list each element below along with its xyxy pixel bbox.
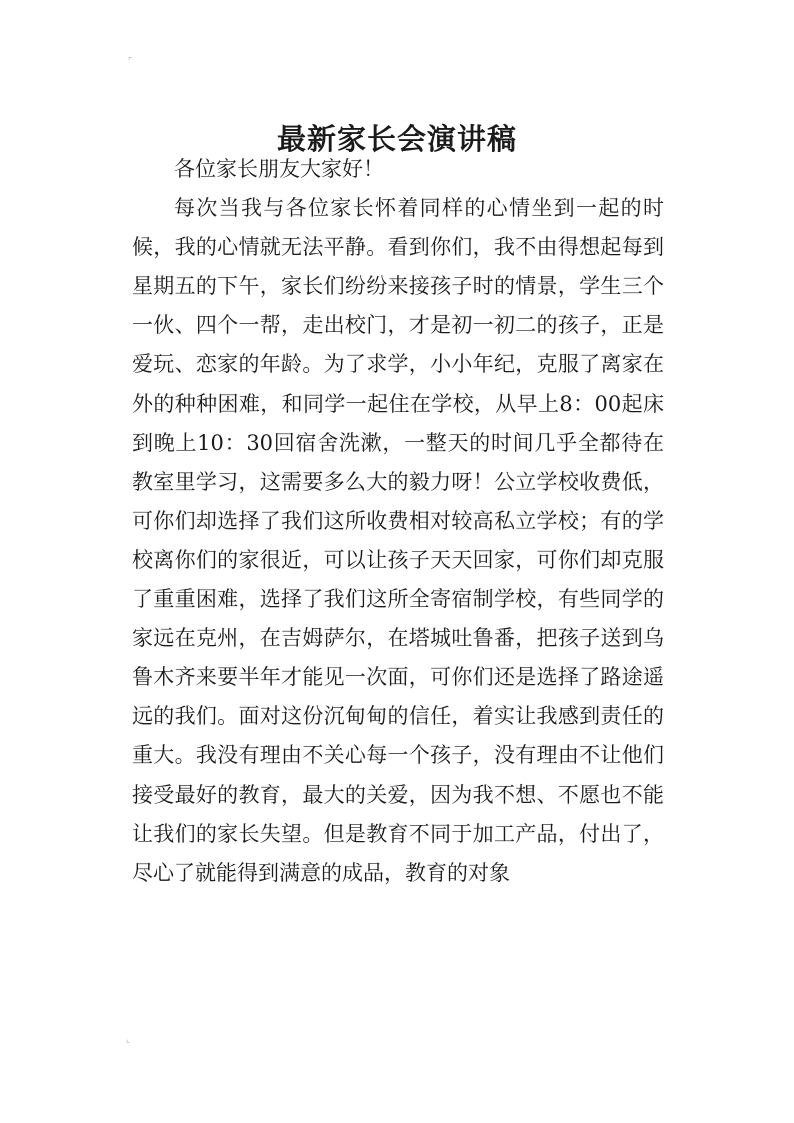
greeting-paragraph: 各位家长朋友大家好！ — [174, 157, 384, 181]
corner-crop-mark: ⌞ — [126, 1035, 131, 1045]
document-body — [132, 150, 664, 893]
corner-crop-mark: ⌜ — [128, 57, 133, 67]
body-paragraph: 每次当我与各位家长怀着同样的心情坐到一起的时候，我的心情就无法平静。看到你们，我不由得想起每到星期五的下午，家长们纷纷来接孩子时的情景，学生三个一伙、四个一帮，走出校门，才是初一初二的孩子，正是爱玩、恋家的年龄。为了求学，小小年纪，克服了离家在外的种种困难，和同学一起住在学校，从早上8：00起床到晚上10：30回宿舍洗漱，一整天的时间几乎全都待在教室里学习，这需要多么大的毅力呀！公立学校收费低，可你们却选择了我们这所收费相对较高私立学校；有的学校离你们的家很近，可以让孩子天天回家，可你们却克服了重重困难，选择了我们这所全寄宿制学校，有些同学的家远在克州，在吉姆萨尔，在塔城吐鲁番，把孩子送到乌鲁木齐来要半年才能见一次面，可你们还是选择了路途遥远的我们。面对这份沉甸甸的信任，着实让我感到责任的重大。我没有理由不关心每一个孩子，没有理由不让他们接受最好的教育，最大的关爱，因为我不想、不愿也不能让我们的家长失望。但是教育不同于加工产品，付出了，尽心了就能得到满意的成品，教育的对象 — [132, 196, 664, 885]
document-title: 最新家长会演讲稿 — [276, 122, 517, 157]
